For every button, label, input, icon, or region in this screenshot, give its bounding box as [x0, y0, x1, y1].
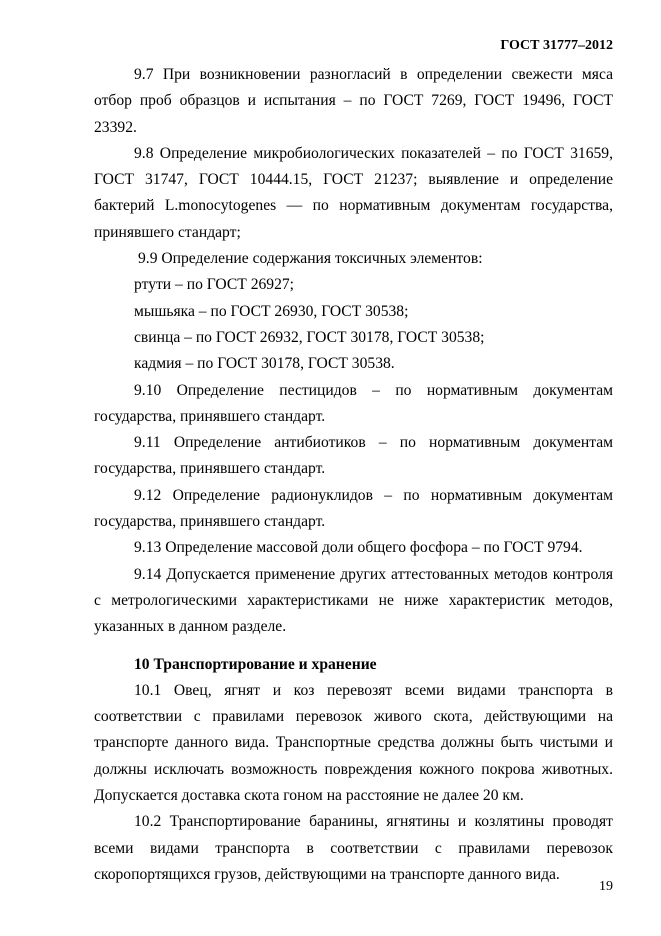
- paragraph-9-14: 9.14 Допускается применение других аттестованных методов контроля с метрологическими характеристиками не ниже характеристик методов, указанных в данном разделе.: [94, 565, 613, 636]
- paragraph-9-10: 9.10 Определение пестицидов – по нормативным документам государства, принявшего стандарт.: [94, 381, 613, 425]
- page-body: [94, 62, 613, 888]
- list-item-cadmium: кадмия – по ГОСТ 30178, ГОСТ 30538.: [134, 355, 395, 373]
- paragraph-9-8: 9.8 Определение микробиологических показателей – по ГОСТ 31659, ГОСТ 31747, ГОСТ 10444.15, ГОСТ 21237; выявление и определение бактерий L.monocytogenes — по нормативным документам государства, принявшего стандарт;: [94, 144, 613, 241]
- paragraph-9-11: 9.11 Определение антибиотиков – по нормативным документам государства, принявшего стандарт.: [94, 434, 613, 478]
- paragraph-9-13: 9.13 Определение массовой доли общего фосфора – по ГОСТ 9794.: [134, 539, 583, 557]
- paragraph-9-12: 9.12 Определение радионуклидов – по нормативным документам государства, принявшего стандарт.: [94, 486, 613, 531]
- section-gap: [94, 641, 613, 652]
- paragraph-10-2: 10.2 Транспортирование баранины, ягнятины и козлятины проводят всеми видами транспорта в соответствии с правилами перевозок скоропортящихся грузов, действующими на транспорте данного вида.: [94, 813, 613, 883]
- list-item-arsenic: мышьяка – по ГОСТ 26930, ГОСТ 30538;: [134, 302, 409, 320]
- list-item-mercury: ртути – по ГОСТ 26927;: [134, 276, 295, 294]
- paragraph-10-1: 10.1 Овец, ягнят и коз перевозят всеми видами транспорта в соответствии с правилами перевозок живого скота, действующими на транспорте данного вида. Транспортные средства должны быть чистыми и должны исключать возможность повреждения кожного покрова животных. Допускается доставка скота гоном на расстояние не далее 20 км.: [94, 681, 613, 805]
- list-item-lead: свинца – по ГОСТ 26932, ГОСТ 30178, ГОСТ 30538;: [134, 328, 485, 346]
- paragraph-9-9: 9.9 Определение содержания токсичных элементов:: [138, 250, 483, 268]
- document-header: ГОСТ 31777–2012: [500, 38, 613, 53]
- paragraph-9-7: 9.7 При возникновении разногласий в определении свежести мяса отбор проб образцов и испытания – по ГОСТ 7269, ГОСТ 19496, ГОСТ 23392.: [94, 66, 613, 136]
- page-number: 19: [599, 879, 613, 894]
- section-10-heading: 10 Транспортирование и хранение: [134, 655, 377, 673]
